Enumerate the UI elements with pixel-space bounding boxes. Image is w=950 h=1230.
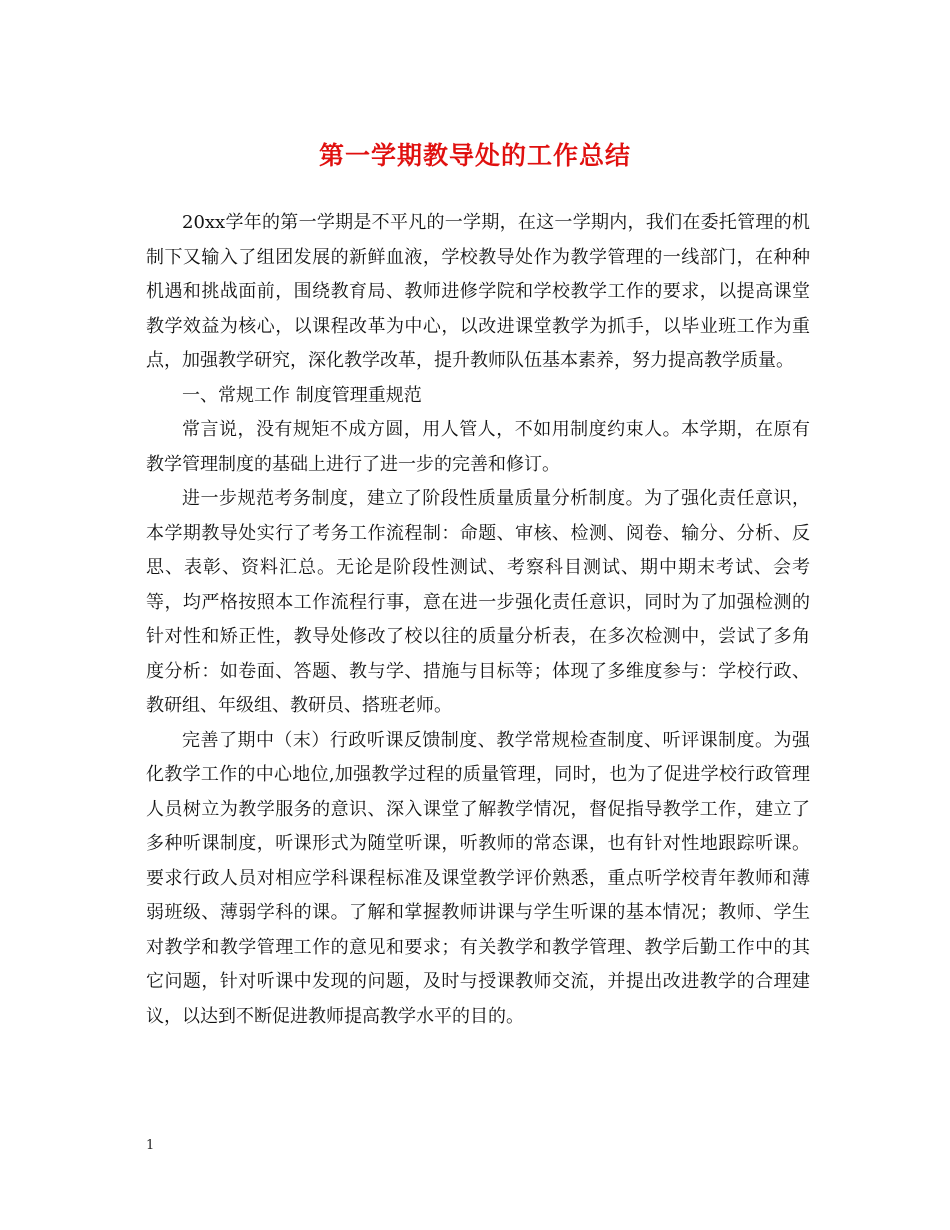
document-title: 第一学期教导处的工作总结 xyxy=(318,141,631,170)
paragraph-exam-system: 进一步规范考务制度，建立了阶段性质量质量分析制度。为了强化责任意识，本学期教导处实行了考务工作流程制：命题、审核、检测、阅卷、输分、分析、反思、表彰、资料汇总。无论是阶段性测试、考察科目测试、期中期末考试、会考等，均严格按照本工作流程行事，意在进一步强化责任意识，同时为了加强检测的针对性和矫正性，教导处修改了校以往的质量分析表，在多次检测中，尝试了多角度分析：如卷面、答题、教与学、措施与目标等；体现了多维度参与：学校行政、教研组、年级组、教研员、搭班老师。 xyxy=(146,488,810,716)
paragraph-rules: 常言说，没有规矩不成方圆，用人管人，不如用制度约束人。本学期，在原有教学管理制度的基础上进行了进一步的完善和修订。 xyxy=(146,419,810,475)
section-heading: 一、常规工作 制度管理重规范 xyxy=(182,384,422,406)
paragraph-lesson-observation: 完善了期中（末）行政听课反馈制度、教学常规检查制度、听评课制度。为强化教学工作的中心地位,加强教学过程的质量管理，同时，也为了促进学校行政管理人员树立为教学服务的意识、深入课堂了解教学情况，督促指导教学工作，建立了多种听课制度，听课形式为随堂听课，听教师的常态课，也有针对性地跟踪听课。要求行政人员对相应学科课程标准及课堂教学评价熟悉，重点听学校青年教师和薄弱班级、薄弱学科的课。了解和掌握教师讲课与学生听课的基本情况；教师、学生对教学和教学管理工作的意见和要求；有关教学和教学管理、教学后勤工作中的其它问题，针对听课中发现的问题，及时与授课教师交流，并提出改进教学的合理建议，以达到不断促进教师提高教学水平的目的。 xyxy=(146,729,810,1027)
paragraph-intro: 20xx学年的第一学期是不平凡的一学期，在这一学期内，我们在委托管理的机制下又输入了组团发展的新鲜血液，学校教导处作为教学管理的一线部门，在种种机遇和挑战面前，围绕教育局、教师进修学院和学校教学工作的要求，以提高课堂教学效益为核心，以课程改革为中心，以改进课堂教学为抓手，以毕业班工作为重点，加强教学研究，深化教学改革，提升教师队伍基本素养，努力提高教学质量。 xyxy=(146,212,810,371)
document-body xyxy=(146,206,810,1034)
page-number: 1 xyxy=(146,1138,155,1153)
